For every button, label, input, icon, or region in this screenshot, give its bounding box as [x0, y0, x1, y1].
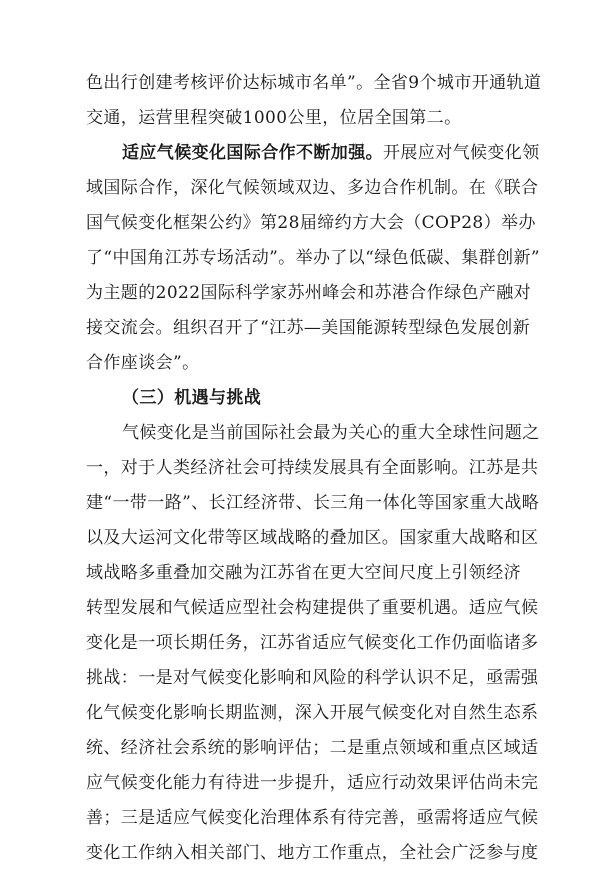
document-page: [86, 66, 542, 871]
paragraph-line: 了“中国角江苏专场活动”。举办了以“绿色低碳、集群创新”: [86, 248, 540, 268]
paragraph-line: 一，对于人类经济社会可持续发展具有全面影响。江苏是共: [86, 458, 539, 478]
paragraph-line: 色出行创建考核评价达标城市名单”。全省9个城市开通轨道: [86, 73, 542, 93]
paragraph-line: 应气候变化能力有待进一步提升，适应行动效果评估尚未完: [86, 773, 539, 793]
paragraph-line: 域国际合作，深化气候领域双边、多边合作机制。在《联合: [86, 178, 539, 198]
paragraph-line: 为主题的2022国际科学家苏州峰会和苏港合作绿色产融对: [86, 283, 532, 303]
paragraph-line: 变化工作纳入相关部门、地方工作重点，全社会广泛参与度: [86, 843, 539, 863]
paragraph-line: [86, 136, 540, 171]
paragraph-line: 转型发展和气候适应型社会构建提供了重要机遇。适应气候: [86, 598, 539, 618]
paragraph-line: 建“一带一路”、长江经济带、长三角一体化等国家重大战略: [86, 493, 540, 513]
paragraph-line: 交通，运营里程突破1000公里，位居全国第二。: [86, 108, 462, 128]
paragraph-line: 化气候变化影响长期监测，深入开展气候变化对自然生态系: [86, 703, 539, 723]
paragraph-line: 域战略多重叠加交融为江苏省在更大空间尺度上引领经济: [86, 563, 521, 583]
section-heading: （三）机遇与挑战: [122, 388, 262, 408]
paragraph-line: 变化是一项长期任务，江苏省适应气候变化工作仍面临诸多: [86, 633, 539, 653]
paragraph-line: 善；三是适应气候变化治理体系有待完善，亟需将适应气候: [86, 808, 539, 828]
paragraph-line: 气候变化是当前国际社会最为关心的重大全球性问题之: [122, 423, 540, 443]
paragraph-line: 接交流会。组织召开了“江苏—美国能源转型绿色发展创新: [86, 318, 531, 338]
paragraph-text: 开展应对气候变化领: [383, 143, 540, 163]
paragraph-line: 以及大运河文化带等区域战略的叠加区。国家重大战略和区: [86, 528, 539, 548]
paragraph-line: 挑战：一是对气候变化影响和风险的科学认识不足，亟需强: [86, 668, 539, 688]
paragraph-lead-heading: 适应气候变化国际合作不断加强。: [122, 143, 383, 163]
paragraph-line: 合作座谈会”。: [86, 353, 200, 373]
paragraph-line: 统、经济社会系统的影响评估；二是重点领域和重点区域适: [86, 738, 539, 758]
paragraph-line: 国气候变化框架公约》第28届缔约方大会（COP28）举办: [86, 213, 536, 233]
